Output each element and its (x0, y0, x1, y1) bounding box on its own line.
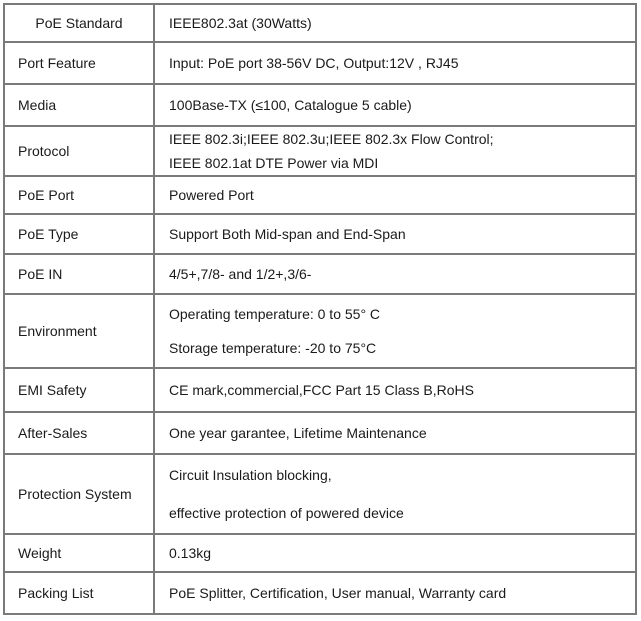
row-value (154, 84, 636, 126)
row-label: PoE IN (4, 254, 154, 294)
table-row (4, 254, 636, 294)
table-row (4, 294, 636, 368)
table-row (4, 214, 636, 254)
table-row (4, 42, 636, 84)
value-line: IEEE802.3at (30Watts) (169, 15, 312, 31)
row-value (154, 412, 636, 454)
table-row (4, 572, 636, 614)
table-row (4, 176, 636, 214)
value-line: CE mark,commercial,FCC Part 15 Class B,RoHS (169, 382, 474, 398)
value-line: Operating temperature: 0 to 55° C (169, 306, 381, 322)
value-line: PoE Splitter, Certification, User manual, Warranty card (169, 585, 507, 601)
value-line: Circuit Insulation blocking, (169, 467, 332, 483)
value-line: effective protection of powered device (169, 505, 404, 521)
value-line: Storage temperature: -20 to 75°C (169, 340, 377, 356)
spec-table (3, 3, 637, 615)
row-label: PoE Standard (4, 4, 154, 42)
row-value (154, 126, 636, 176)
value-line: Input: PoE port 38-56V DC, Output:12V , RJ45 (169, 55, 459, 71)
table-row (4, 84, 636, 126)
table-row (4, 412, 636, 454)
row-label: EMI Safety (4, 368, 154, 412)
row-label: PoE Port (4, 176, 154, 214)
row-value (154, 534, 636, 572)
row-label: Weight (4, 534, 154, 572)
row-value (154, 176, 636, 214)
table-row (4, 534, 636, 572)
row-label: Packing List (4, 572, 154, 614)
row-value (154, 42, 636, 84)
value-line: One year garantee, Lifetime Maintenance (169, 425, 427, 441)
value-line: Support Both Mid-span and End-Span (169, 226, 406, 242)
row-label: PoE Type (4, 214, 154, 254)
row-value (154, 368, 636, 412)
row-label: Protocol (4, 126, 154, 176)
row-label: Environment (4, 294, 154, 368)
value-line: IEEE 802.3i;IEEE 802.3u;IEEE 802.3x Flow Control; (169, 131, 494, 147)
table-row (4, 4, 636, 42)
value-line: 100Base-TX (≤100, Catalogue 5 cable) (169, 97, 412, 113)
row-value (154, 4, 636, 42)
value-line: 4/5+,7/8- and 1/2+,3/6- (169, 266, 312, 282)
value-line: 0.13kg (169, 545, 212, 561)
row-label: Media (4, 84, 154, 126)
row-value (154, 572, 636, 614)
table-row (4, 368, 636, 412)
row-label: After-Sales (4, 412, 154, 454)
row-value (154, 454, 636, 534)
value-line: Powered Port (169, 187, 254, 203)
table-row (4, 126, 636, 176)
row-value (154, 214, 636, 254)
row-label: Port Feature (4, 42, 154, 84)
row-value (154, 254, 636, 294)
row-value (154, 294, 636, 368)
row-label: Protection System (4, 454, 154, 534)
value-line: IEEE 802.1at DTE Power via MDI (169, 155, 379, 171)
table-row (4, 454, 636, 534)
